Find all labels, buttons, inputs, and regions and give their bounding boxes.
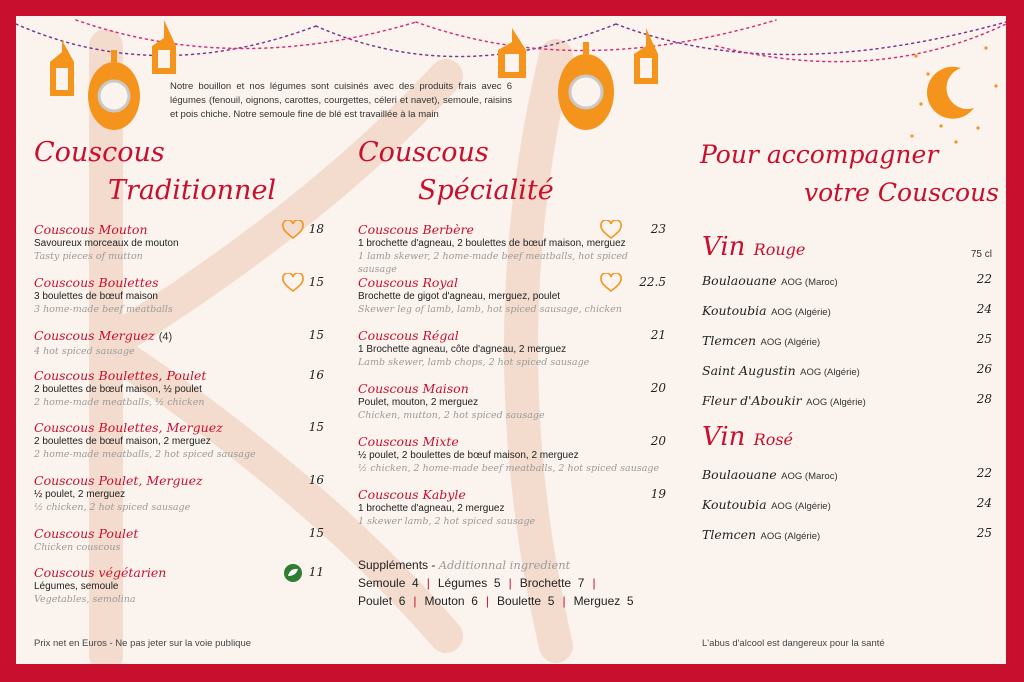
- menu-item: [358, 275, 666, 316]
- item-english: 4 hot spiced sausage: [34, 346, 135, 357]
- supplements-title: [358, 558, 570, 572]
- wine-origin: AOG (Algérie): [760, 337, 821, 348]
- supplement-label: Légumes: [437, 576, 488, 590]
- wine-name: Fleur d'Aboukir: [702, 393, 802, 408]
- intro-text: Notre bouillon et nos légumes sont cuisinés avec des produits frais avec 6 légumes (fenouil, oignons, carottes, courgettes, céleri et navet), semoule, raisins et pois chiche. Notre semoule fine de blé est travaillée à la main: [170, 81, 512, 120]
- garland-purple: [16, 22, 1006, 57]
- wine-item: [702, 466, 992, 482]
- footer-price-note: Prix net en Euros - Ne pas jeter sur la voie publique: [34, 638, 252, 649]
- item-english: Tasty pieces of mutton: [34, 251, 143, 262]
- supplement-label: Poulet: [358, 594, 393, 608]
- supplement-price: 6: [398, 594, 406, 608]
- item-english: Lamb skewer, lamb chops, 2 hot spiced sausage: [358, 357, 590, 368]
- wine-origin: AOG (Algérie): [771, 307, 831, 318]
- supplement-label: Boulette: [497, 594, 542, 608]
- wine-name: Koutoubia: [702, 497, 767, 512]
- item-name: Couscous Régal: [358, 328, 459, 343]
- supplement-label: Semoule: [358, 576, 406, 590]
- wine-price: 22: [976, 466, 992, 480]
- item-description: ½ poulet, 2 boulettes de bœuf maison, 2 merguez: [358, 450, 579, 461]
- item-english: Chicken, mutton, 2 hot spiced sausage: [358, 410, 545, 421]
- item-english: 1 skewer lamb, 2 hot spiced sausage: [358, 516, 536, 527]
- item-price: 11: [308, 565, 324, 579]
- vin-word: Vin: [702, 232, 746, 262]
- item-name: Couscous Mouton: [34, 222, 148, 237]
- supplement-price: 5: [626, 594, 634, 608]
- item-name: Couscous Boulettes, Merguez: [34, 420, 223, 435]
- accompagner-title-line1: Pour accompagner: [700, 140, 939, 169]
- item-description: 1 Brochette agneau, côte d'agneau, 2 merguez: [358, 344, 567, 355]
- item-price: 15: [308, 526, 324, 540]
- item-description: Brochette de gigot d'agneau, merguez, poulet: [358, 291, 561, 302]
- item-price: 15: [308, 420, 324, 434]
- specialite-title-line1: Couscous: [358, 137, 489, 168]
- item-description: 2 boulettes de bœuf maison, ½ poulet: [34, 384, 202, 395]
- vin-type: Rouge: [753, 240, 806, 259]
- item-name: Couscous Berbère: [358, 222, 474, 237]
- menu-item: [34, 565, 324, 606]
- supplements-row: [358, 576, 604, 590]
- wine-price: 24: [976, 302, 992, 316]
- wine-name: Boulaouane: [702, 467, 777, 482]
- separator: |: [562, 594, 566, 608]
- item-english: Chicken couscous: [34, 542, 121, 553]
- wine-name: Saint Augustin: [702, 363, 796, 378]
- wine-item: [702, 302, 992, 318]
- supplement-price: 4: [412, 576, 419, 590]
- fait-maison-heart-icon: [600, 220, 622, 240]
- star-icon: [910, 46, 997, 143]
- item-name: Couscous végétarien: [34, 565, 167, 580]
- wine-item: [702, 272, 992, 288]
- traditionnel-title-line1: Couscous: [34, 137, 165, 168]
- supplement-price: 5: [493, 576, 501, 590]
- item-description: Poulet, mouton, 2 merguez: [358, 397, 479, 408]
- wine-price: 26: [976, 362, 992, 376]
- item-description: 3 boulettes de bœuf maison: [34, 291, 158, 302]
- bottle-volume: 75 cl: [970, 249, 992, 260]
- item-price: 20: [650, 434, 666, 448]
- supplement-label: Brochette: [519, 576, 572, 590]
- supplements-title-fr: Suppléments -: [358, 558, 436, 572]
- supplement-price: 5: [547, 594, 555, 608]
- menu-item: [34, 222, 324, 263]
- wine-item: [702, 526, 992, 542]
- supplement-label: Mouton: [424, 594, 465, 608]
- item-name: Couscous Boulettes: [34, 275, 159, 290]
- item-english: 2 home-made meatballs, 2 hot spiced sausage: [34, 449, 256, 460]
- wine-price: 28: [976, 392, 992, 406]
- item-description: ½ poulet, 2 merguez: [34, 489, 126, 500]
- menu-item: [34, 368, 324, 409]
- item-name-text: Couscous Merguez: [34, 328, 155, 343]
- wine-origin: AOG (Maroc): [781, 277, 838, 288]
- item-price: 22.5: [639, 275, 666, 289]
- item-english: ½ chicken, 2 hot spiced sausage: [34, 502, 191, 513]
- garland-pink: [76, 20, 1006, 62]
- item-price: 16: [308, 368, 324, 382]
- menu-item: [358, 222, 666, 276]
- wine-item: [702, 332, 992, 348]
- item-name: Couscous Royal: [358, 275, 458, 290]
- wine-origin: AOG (Algérie): [806, 397, 866, 408]
- menu-item: [34, 328, 324, 358]
- separator: |: [508, 576, 512, 590]
- menu-item: [34, 275, 324, 316]
- separator: |: [592, 576, 596, 590]
- wine-item: [702, 392, 992, 408]
- item-price: 16: [308, 473, 324, 487]
- menu-item: [358, 328, 666, 369]
- menu-item: [358, 434, 666, 475]
- item-name: Couscous Kabyle: [358, 487, 466, 502]
- vin-rouge-heading: [702, 232, 805, 265]
- item-name: Couscous Boulettes, Poulet: [34, 368, 207, 383]
- item-english: ½ chicken, 2 home-made beef meatballs, 2 hot spiced sausage: [358, 463, 660, 474]
- wine-price: 24: [976, 496, 992, 510]
- footer-alcohol-warning: L'abus d'alcool est dangereux pour la santé: [702, 638, 885, 649]
- item-name: Couscous Mixte: [358, 434, 459, 449]
- menu-page: [16, 16, 1006, 664]
- vin-rose-heading: [702, 422, 793, 455]
- supplement-price: 7: [577, 576, 585, 590]
- item-quantity: (4): [158, 331, 173, 343]
- supplement-price: 6: [471, 594, 478, 608]
- wine-name: Tlemcen: [702, 527, 757, 542]
- item-name: Couscous Poulet: [34, 526, 139, 541]
- wine-item: [702, 362, 992, 378]
- wine-origin: AOG (Maroc): [781, 471, 838, 482]
- separator: |: [413, 594, 417, 608]
- supplements-row: [358, 594, 634, 608]
- wine-price: 25: [976, 526, 992, 540]
- menu-item: [358, 487, 666, 528]
- fait-maison-heart-icon: [600, 273, 622, 293]
- item-description: Savoureux morceaux de mouton: [34, 238, 179, 249]
- vegetarian-leaf-icon: [282, 563, 304, 583]
- wine-origin: AOG (Algérie): [800, 367, 860, 378]
- separator: |: [426, 576, 430, 590]
- item-price: 20: [650, 381, 666, 395]
- wine-origin: AOG (Algérie): [771, 501, 831, 512]
- item-name: Couscous Maison: [358, 381, 469, 396]
- item-price: 19: [650, 487, 666, 501]
- item-name: [34, 328, 324, 345]
- fait-maison-heart-icon: [282, 220, 304, 240]
- fait-maison-heart-icon: [282, 273, 304, 293]
- menu-item: [34, 473, 324, 514]
- wine-name: Boulaouane: [702, 273, 777, 288]
- item-english: 3 home-made beef meatballs: [34, 304, 173, 315]
- vin-type: Rosé: [753, 430, 794, 449]
- item-name: Couscous Poulet, Merguez: [34, 473, 203, 488]
- item-english: Skewer leg of lamb, lamb, hot spiced sausage, chicken: [358, 304, 622, 315]
- separator: |: [485, 594, 490, 608]
- item-description: Légumes, semoule: [34, 581, 119, 592]
- wine-item: [702, 496, 992, 512]
- menu-item: [34, 420, 324, 461]
- item-price: 18: [308, 222, 324, 236]
- item-price: 21: [650, 328, 666, 342]
- item-price: 15: [308, 275, 324, 289]
- item-description: 1 brochette d'agneau, 2 merguez: [358, 503, 505, 514]
- wine-origin: AOG (Algérie): [760, 531, 821, 542]
- item-price: 15: [308, 328, 324, 342]
- crescent-moon-icon: [927, 67, 974, 119]
- item-price: 23: [650, 222, 666, 236]
- wine-name: Koutoubia: [702, 303, 767, 318]
- accompagner-title-line2: votre Couscous: [804, 178, 1000, 207]
- supplement-label: Merguez: [573, 594, 621, 608]
- item-description: 1 brochette d'agneau, 2 boulettes de bœuf maison, merguez: [358, 238, 626, 249]
- menu-item: [34, 526, 324, 554]
- item-description: 2 boulettes de bœuf maison, 2 merguez: [34, 436, 211, 447]
- supplements-title-en: Additionnal ingredient: [438, 558, 571, 572]
- vin-word: Vin: [702, 422, 746, 452]
- wine-price: 25: [976, 332, 992, 346]
- menu-item: [358, 381, 666, 422]
- traditionnel-title-line2: Traditionnel: [108, 175, 277, 206]
- item-english: 2 home-made meatballs, ½ chicken: [34, 397, 205, 408]
- item-english: Vegetables, semolina: [34, 594, 136, 605]
- specialite-title-line2: Spécialité: [418, 175, 554, 206]
- item-english: 1 lamb skewer, 2 home-made beef meatballs, hot spiced sausage: [358, 251, 628, 275]
- wine-name: Tlemcen: [702, 333, 757, 348]
- wine-price: 22: [976, 272, 992, 286]
